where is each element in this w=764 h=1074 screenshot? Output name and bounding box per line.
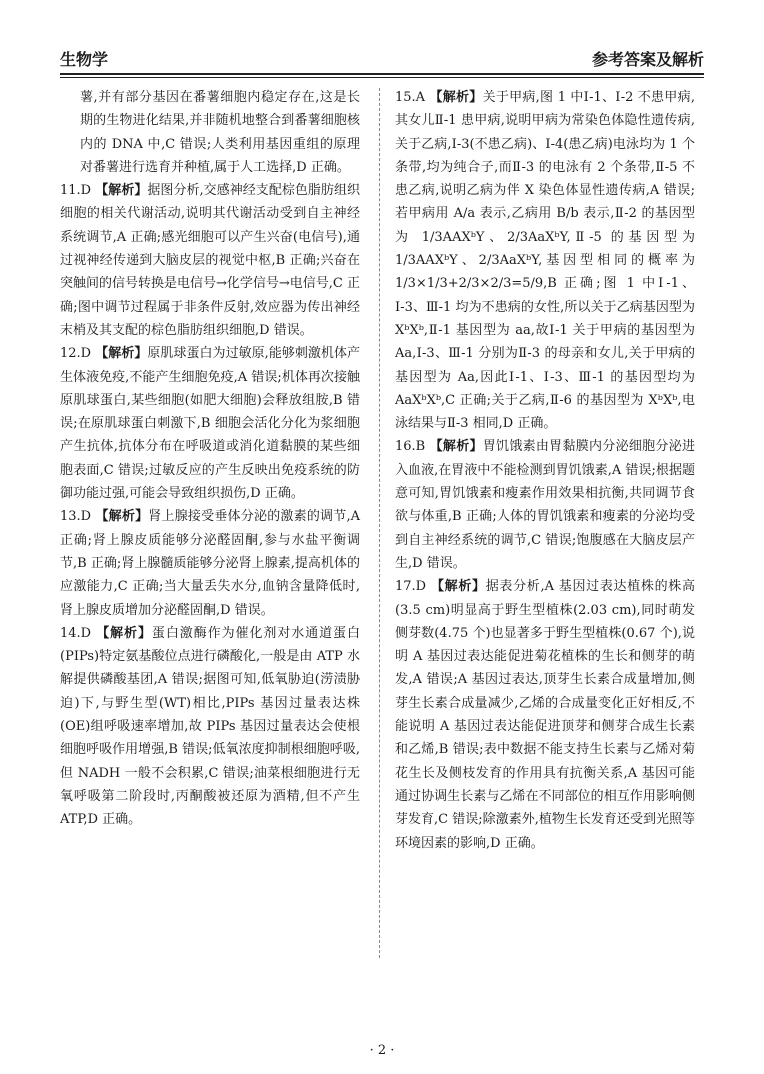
answer-number: 12.D	[60, 346, 92, 362]
analysis-tag: 【解析】	[96, 625, 152, 641]
answer-number: 14.D	[60, 625, 92, 641]
right-column	[395, 86, 695, 855]
answer-item	[395, 86, 695, 435]
answer-text: 据表分析,A 基因过表达植株的株高(3.5 cm)明显高于野生型植株(2.03 cm),同时萌发侧芽数(4.75 个)也显著多于野生型植株(0.67 个),说明 A 基因过表达能促进菊花植株的生长和侧芽的萌发,A 错误;A 基因过表达,顶芽生长素合成量增加,侧芽生长素合成量减少,乙烯的合成量变化正好相反,不能说明 A 基因过表达能促进顶芽和侧芽合成生长素和乙烯,B 错误;表中数据不能支持生长素与乙烯对菊花生长及侧枝发育的作用具有抗衡关系,A 基因可能通过协调生长素与乙烯在不同部位的相互作用影响侧芽发育,C 错误;除激素外,植物生长发育还受到光照等环境因素的影响,D 正确。	[395, 579, 695, 851]
answer-number: 17.D	[395, 579, 427, 595]
analysis-tag: 【解析】	[429, 439, 483, 455]
analysis-tag: 【解析】	[95, 509, 149, 525]
answer-text: 关于甲病,图 1 中Ⅰ-1、Ⅰ-2 不患甲病,其女儿Ⅱ-1 患甲病,说明甲病为常染色体隐性遗传病,关于乙病,Ⅰ-3(不患乙病)、Ⅰ-4(患乙病)电泳均为 1 个条带,均为纯合子,而Ⅱ-3 的电泳有 2 个条带,Ⅱ-5 不患乙病,说明乙病为伴 X 染色体显性遗传病,A 错误;若甲病用 A/a 表示,乙病用 B/b 表示,Ⅱ-2 的基因型为 1/3AAXᵇY、2/3AaXᵇY,Ⅱ-5 的基因型为 1/3AAXᵇY、2/3AaXᵇY,基因型相同的概率为 1/3×1/3+2/3×2/3=5/9,B 正确;图 1 中Ⅰ-1、Ⅰ-3、Ⅲ-1 均为不患病的女性,所以关于乙病基因型为 XᵇXᵇ,Ⅱ-1 基因型为 aa,故Ⅰ-1 关于甲病的基因型为 Aa,Ⅰ-3、Ⅲ-1 分别为Ⅱ-3 的母亲和女儿,关于甲病的基因型为 Aa,因此Ⅰ-1、Ⅰ-3、Ⅲ-1 的基因型均为 AaXᵇXᵇ,C 正确;关于乙病,Ⅱ-6 的基因型为 XᵇXᵇ,电泳结果与Ⅱ-3 相同,D 正确。	[395, 90, 695, 432]
header-rule	[60, 73, 704, 75]
header-rule-thin	[60, 77, 704, 78]
analysis-tag: 【解析】	[429, 90, 483, 105]
answer-item	[395, 435, 695, 575]
answer-text: 蛋白激酶作为催化剂对水通道蛋白(PIPs)特定氨基酸位点进行磷酸化,一般是由 ATP 水解提供磷酸基团,A 错误;据图可知,低氧胁迫(涝渍胁迫)下,与野生型(WT)相比,PIPs 基因过量表达株(OE)组呼吸速率增加,故 PIPs 基因过量表达会使根细胞呼吸作用增强,B 错误;低氧浓度抑制根细胞呼吸,但 NADH 一般不会积累,C 错误;油菜根细胞进行无氧呼吸第二阶段时,丙酮酸被还原为酒精,但不产生 ATP,D 正确。	[60, 625, 360, 828]
header-title: 参考答案及解析	[591, 50, 704, 69]
analysis-tag: 【解析】	[95, 346, 148, 362]
answer-item	[60, 622, 360, 832]
left-column	[60, 86, 360, 832]
answer-number: 16.B	[395, 439, 426, 455]
answer-number: 13.D	[60, 509, 92, 525]
column-divider	[379, 88, 380, 958]
page-number: · 2 ·	[369, 1043, 395, 1058]
header-subject: 生物学	[60, 50, 109, 69]
answer-text: 胃饥饿素由胃黏膜内分泌细胞分泌进入血液,在胃液中不能检测到胃饥饿素,A 错误;根据题意可知,胃饥饿素和瘦素作用效果相抗衡,共同调节食欲与体重,B 正确;人体的胃饥饿素和瘦素的分泌均受到自主神经系统的调节,C 错误;饱腹感在大脑皮层产生,D 错误。	[395, 439, 695, 571]
answer-number: 11.D	[60, 183, 92, 199]
answer-text: 原肌球蛋白为过敏原,能够刺激机体产生体液免疫,不能产生细胞免疫,A 错误;机体再次接触原肌球蛋白,某些细胞(如肥大细胞)会释放组胺,B 错误;在原肌球蛋白刺激下,B 细胞会活化分化为浆细胞产生抗体,抗体分布在呼吸道或消化道黏膜的某些细胞表面,C 错误;过敏反应的产生反映出免疫系统的防御功能过强,可能会导致组织损伤,D 正确。	[60, 346, 360, 502]
answer-item	[60, 179, 360, 342]
continued-answer-text: 薯,并有部分基因在番薯细胞内稳定存在,这是长期的生物进化结果,并非随机地整合到番薯细胞核内的 DNA 中,C 错误;人类利用基因重组的原理对番薯进行选育并种植,属于人工选择,D 正确。	[80, 90, 360, 175]
answer-item	[395, 575, 695, 855]
answer-item	[60, 342, 360, 505]
answer-text: 肾上腺接受垂体分泌的激素的调节,A 正确;肾上腺皮质能够分泌醛固酮,参与水盐平衡调节,B 正确;肾上腺髓质能够分泌肾上腺素,提高机体的应激能力,C 正确;当大量丢失水分,血钠含量降低时,肾上腺皮质增加分泌醛固酮,D 错误。	[60, 509, 360, 618]
answer-number: 15.A	[395, 90, 426, 105]
analysis-tag: 【解析】	[95, 183, 148, 199]
answer-text: 据图分析,交感神经支配棕色脂肪组织细胞的相关代谢活动,说明其代谢活动受到自主神经系统调节,A 正确;感光细胞可以产生兴奋(电信号),通过视神经传递到大脑皮层的视觉中枢,B 正确;兴奋在突触间的信号转换是电信号→化学信号→电信号,C 正确;图中调节过程属于非条件反射,效应器为传出神经末梢及其支配的棕色脂肪组织细胞,D 错误。	[60, 183, 360, 338]
answer-item	[60, 505, 360, 621]
analysis-tag: 【解析】	[430, 579, 486, 595]
